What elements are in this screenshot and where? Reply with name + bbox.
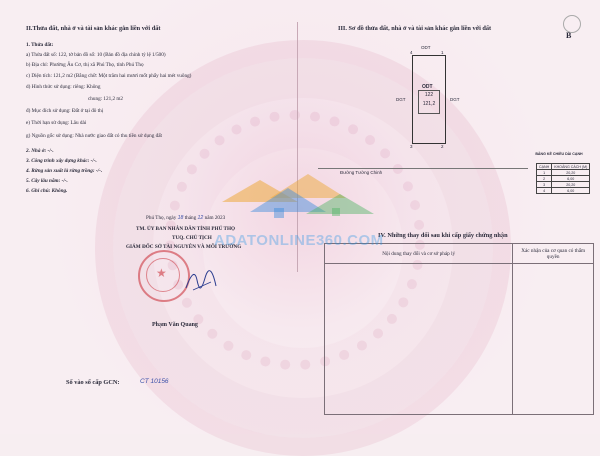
road-label: Đường Tường Chinh	[340, 170, 383, 175]
perennial-line: 5. Cây lâu năm: -/-.	[26, 178, 68, 184]
signer-name: Phạm Văn Quang	[152, 322, 198, 328]
land-origin: g) Nguồn gốc sử dụng: Nhà nước giao đất có thu tiền sử dụng đất	[26, 133, 162, 139]
north-mark: B	[566, 31, 572, 40]
edge-length: 6,00	[552, 176, 590, 182]
use-purpose: đ) Mục đích sử dụng: Đất ở tại đô thị	[26, 108, 104, 114]
authority-line-3: GIÁM ĐỐC SỞ TÀI NGUYÊN VÀ MÔI TRƯỜNG	[126, 244, 242, 250]
edge-length: 20,20	[552, 170, 590, 176]
corner-4: 4	[410, 50, 413, 55]
neighbor-left: DGT	[396, 97, 406, 102]
issue-day: 18	[177, 215, 184, 221]
table-row	[537, 188, 590, 194]
authority-line-1: TM. ỦY BAN NHÂN DÂN TỈNH PHÚ THỌ	[136, 226, 236, 232]
changes-body-content	[325, 264, 513, 415]
signature	[183, 268, 219, 294]
issue-month-label: tháng	[184, 215, 197, 221]
changes-header-confirm: Xác nhận của cơ quan có thẩm quyền	[513, 244, 594, 264]
forest-line: 4. Rừng sản xuất là rừng trồng: -/-.	[26, 168, 103, 174]
authority-line-2: TUQ. CHỦ TỊCH	[172, 235, 212, 241]
changes-table	[324, 243, 594, 415]
parcel-number: a) Thửa đất số: 122, tờ bản đồ số: 10 (Bản đồ địa chính tỷ lệ 1/500)	[26, 52, 166, 58]
edge-length-table	[536, 163, 590, 194]
neighbor-top: ODT	[421, 45, 431, 50]
parcel-address: b) Địa chỉ: Phường Âu Cơ, thị xã Phú Thọ, tỉnh Phú Thọ	[26, 62, 144, 68]
use-term: e) Thời hạn sử dụng: Lâu dài	[26, 120, 87, 126]
edge-length: 20,20	[552, 182, 590, 188]
plot-use-code: ODT	[422, 84, 433, 90]
changes-header-content: Nội dung thay đổi và cơ sở pháp lý	[325, 244, 513, 264]
right-section-title: III. Sơ đồ thửa đất, nhà ở và tài sản khác gắn liền với đất	[338, 25, 492, 32]
left-section-title: II.Thửa đất, nhà ở và tài sản khác gắn liền với đất	[26, 25, 161, 32]
edge-header-length: KHOẢNG CÁCH (M)	[552, 164, 590, 170]
notes-line: 6. Ghi chú: Không.	[26, 188, 68, 194]
use-form: d) Hình thức sử dụng: riêng: Không	[26, 84, 101, 90]
watermark-text: ADATONLINE360.COM	[214, 232, 384, 249]
edge-length: 6,00	[552, 188, 590, 194]
corner-1: 1	[441, 50, 444, 55]
parcel-area: c) Diện tích: 121,2 m2 (Bằng chữ: Một trăm hai mươi mốt phẩy hai mét vuông)	[26, 73, 192, 79]
road-line	[318, 168, 528, 169]
plot-area: 121,2	[422, 101, 436, 107]
parcel-heading: 1. Thửa đất:	[26, 42, 54, 48]
edge-table-title: BẢNG KÊ CHIỀU DÀI CẠNH	[535, 152, 583, 156]
changes-title: IV. Những thay đổi sau khi cấp giấy chứng nhận	[378, 232, 508, 239]
watermark-house-logo	[222, 172, 382, 234]
stamp-star-icon: ★	[156, 266, 167, 280]
issue-place: Phú Thọ, ngày	[146, 215, 177, 221]
house-line: 2. Nhà ở: -/-.	[26, 148, 54, 154]
edge-id: 2	[537, 176, 552, 182]
gcn-label: Số vào số cấp GCN:	[66, 379, 120, 386]
issue-date	[146, 215, 225, 221]
issue-year: năm 2023	[204, 215, 226, 221]
corner-2: 2	[441, 144, 444, 149]
construction-line: 3. Công trình xây dựng khác: -/-.	[26, 158, 97, 164]
changes-body-confirm	[513, 264, 594, 415]
corner-3: 3	[410, 144, 413, 149]
use-form-common: chung: 121,2 m2	[88, 96, 124, 102]
plot-number: 122	[424, 92, 434, 98]
edge-id: 3	[537, 182, 552, 188]
issue-month: 12	[197, 215, 204, 221]
edge-id: 4	[537, 188, 552, 194]
neighbor-right: DGT	[450, 97, 460, 102]
gcn-value: CT 10156	[140, 378, 169, 385]
edge-header-edge: CẠNH	[537, 164, 552, 170]
edge-id: 1	[537, 170, 552, 176]
